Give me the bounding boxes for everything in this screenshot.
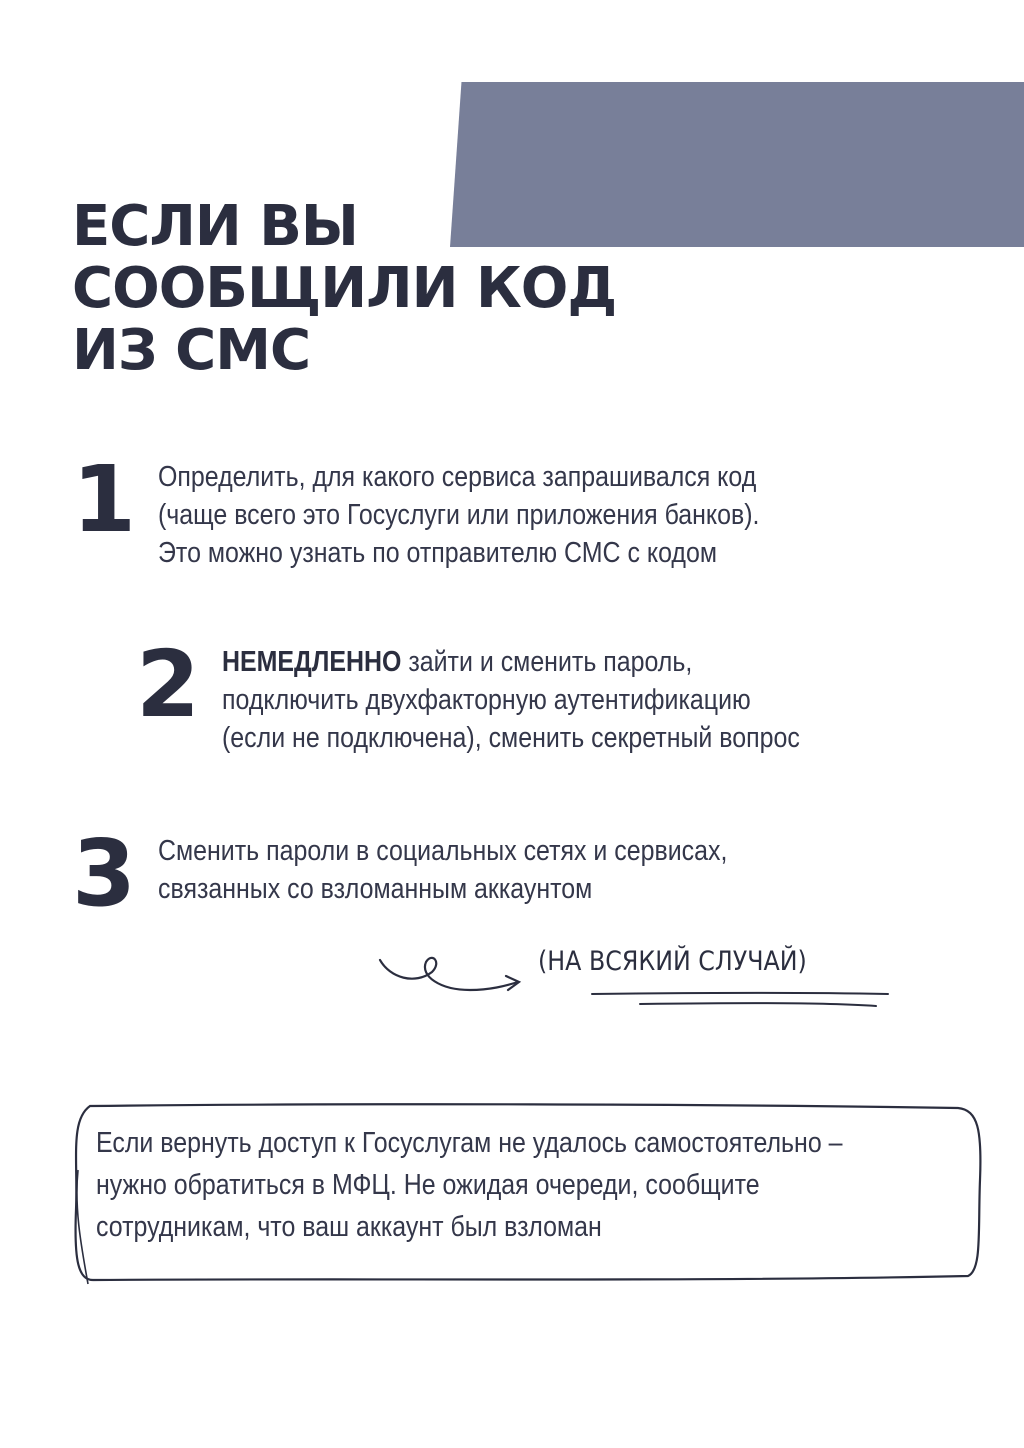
step-1-text — [158, 458, 759, 572]
step-1-line-3: Это можно узнать по отправителю СМС с кодом — [158, 537, 717, 569]
step-3-text — [158, 832, 727, 908]
step-2-line-2: подключить двухфакторную аутентификацию — [222, 684, 751, 716]
notice-line-2: нужно обратиться в МФЦ. Не ожидая очереди, сообщите — [96, 1169, 760, 1201]
notice-text — [96, 1122, 842, 1248]
step-1-line-2: (чаще всего это Госуслуги или приложения банков). — [158, 499, 760, 531]
page-title — [72, 196, 616, 382]
step-2-line-1-rest: зайти и сменить пароль, — [401, 646, 693, 678]
step-3-number: 3 — [72, 820, 135, 927]
step-1-line-1: Определить, для какого сервиса запрашивался код — [158, 461, 757, 493]
step-2-text — [222, 643, 800, 757]
step-2-number: 2 — [136, 631, 199, 738]
title-line-3: ИЗ СМС — [72, 318, 311, 383]
step-3-line-1: Сменить пароли в социальных сетях и сервисах, — [158, 835, 728, 867]
title-line-2: СООБЩИЛИ КОД — [72, 256, 617, 321]
step-1-number: 1 — [72, 446, 135, 553]
step-3 — [72, 820, 820, 927]
title-line-1: ЕСЛИ ВЫ — [72, 194, 358, 259]
handwritten-note: (НА ВСЯКИЙ СЛУЧАЙ) — [538, 946, 807, 977]
notice-line-1: Если вернуть доступ к Госуслугам не удалось самостоятельно – — [96, 1127, 843, 1159]
step-2-emphasis: НЕМЕДЛЕННО — [222, 646, 402, 678]
step-2-line-1 — [222, 643, 800, 681]
notice-line-3: сотрудникам, что ваш аккаунт был взломан — [96, 1211, 602, 1243]
step-2-line-3: (если не подключена), сменить секретный вопрос — [222, 722, 800, 754]
step-2 — [136, 631, 894, 757]
step-3-line-2: связанных со взломанным аккаунтом — [158, 873, 593, 905]
step-1 — [72, 446, 857, 572]
